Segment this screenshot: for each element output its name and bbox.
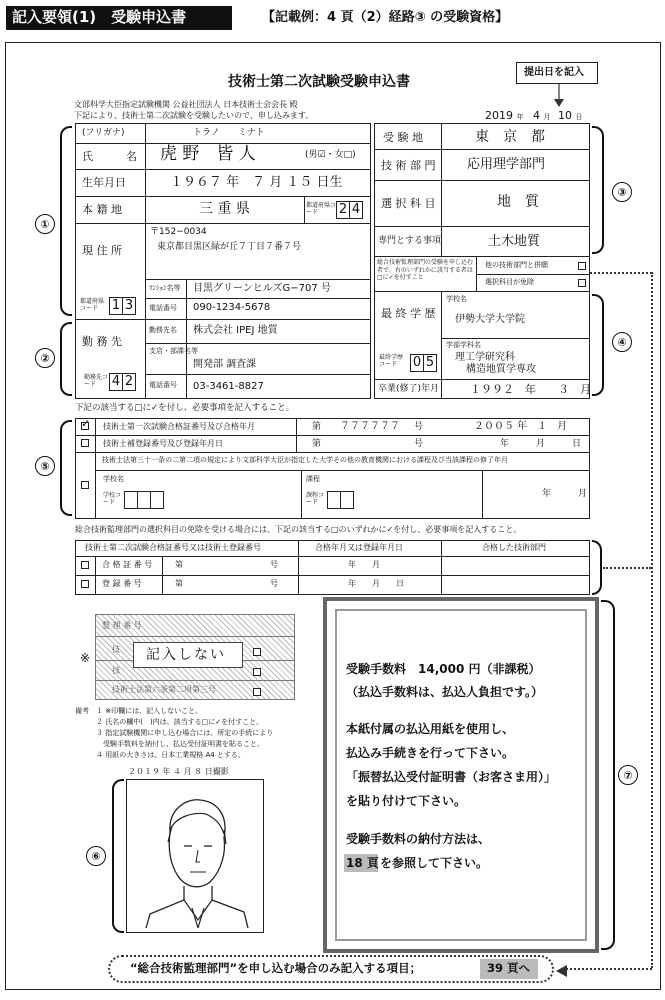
connector-vertical xyxy=(651,272,653,968)
personal-table xyxy=(75,123,371,399)
work-code xyxy=(110,373,136,391)
office-label-4: 技術士法第六条第二項第三号 xyxy=(112,685,216,694)
honseki-code-digit-2: 4 xyxy=(349,201,363,219)
work-code-digit-2: 2 xyxy=(122,373,136,391)
marker-4: ④ xyxy=(612,332,632,352)
qual-instruction: 下記の該当する□に✓を付し、必要事項を記入すること。 xyxy=(75,403,295,413)
submit-date-month-unit: 月 xyxy=(543,113,551,121)
qual-row1-check: ✓ xyxy=(81,417,91,430)
connector-arrow xyxy=(556,962,568,974)
school-label: 学校名 xyxy=(446,295,467,303)
sogo-option-2: 選択科目が免除 xyxy=(485,278,534,286)
qual-row2-no-prefix: 第 xyxy=(312,439,322,449)
bracket-sogo xyxy=(592,540,602,595)
sogo-r1-no-prefix: 第 xyxy=(175,560,183,569)
office-label-3: 技 xyxy=(112,666,120,675)
furigana-label: (フリガナ) xyxy=(82,128,125,138)
qual-row3-checkbox[interactable] xyxy=(81,481,89,489)
mansion-value: 目黒グリーンヒルズG−707 号 xyxy=(193,283,331,294)
note-4: ４ 用紙の大きさは、日本工業規格 A4 とする。 xyxy=(96,751,245,759)
fee-line-6: を貼り付けて下さい。 xyxy=(346,794,467,808)
exam-subject-value: 地 質 xyxy=(497,194,539,210)
fee-line-4: 払込み手続きを行って下さい。 xyxy=(346,746,515,760)
honseki-code xyxy=(337,201,363,219)
bracket-6 xyxy=(112,779,124,933)
exam-site-label: 受 験 地 xyxy=(383,131,423,144)
qual-row1-no-prefix: 第 xyxy=(312,422,322,432)
submit-date-day: 10 xyxy=(558,109,572,122)
note-3: ３ 指定試験機関に申し込む場合には、所定の手続により xyxy=(96,729,274,737)
work-name-label: 勤務先名 xyxy=(149,326,177,334)
photo-date: ２０１９ 年 ４ 月 ８ 日撮影 xyxy=(128,767,229,776)
honseki-code-digit-1: 2 xyxy=(336,201,350,219)
postal-code: 〒152−0034 xyxy=(150,227,207,237)
marker-2: ② xyxy=(35,348,55,368)
fee-line-2: （払込手数料は、払込人負担です。） xyxy=(346,685,544,699)
qual-course-code-box-1 xyxy=(327,491,341,509)
marker-3: ③ xyxy=(612,182,632,202)
qual-course-code-label: 課程コード xyxy=(306,492,325,507)
qual-school-code-box-2 xyxy=(137,491,151,509)
honseki-code-label: 都道府県コード xyxy=(306,202,337,217)
qual-row1-no: ７７７７７７ xyxy=(340,421,400,432)
qual-row1-date: ２００５ 年 １ 月 xyxy=(474,421,568,432)
address-code-label: 都道府県コード xyxy=(80,298,105,313)
gender-selection: (男☑・女□) xyxy=(305,150,356,160)
sogo-col1: 技術士第二次試験合格証番号又は技術士登録番号 xyxy=(85,543,261,552)
qual-course-code xyxy=(328,491,354,509)
exam-site-value: 東 京 都 xyxy=(475,129,545,145)
sogo-r2-date: 年 月 日 xyxy=(348,579,404,588)
sogo-r1-no-suffix: 号 xyxy=(270,560,278,569)
qual-school-code-label: 学校コード xyxy=(103,492,122,507)
qual-course-label: 課程 xyxy=(306,475,320,483)
office-checkbox-1 xyxy=(253,648,261,656)
qual-school-code-box-3 xyxy=(150,491,164,509)
office-label-2: 技 xyxy=(112,645,120,654)
bracket-2 xyxy=(60,322,72,396)
sogo-r1-checkbox[interactable] xyxy=(81,561,89,569)
qual-row1-label: 技術士第一次試験合格証番号及び合格年月 xyxy=(103,422,255,431)
note-1: １ ※印欄には、記入しないこと。 xyxy=(96,707,203,715)
fee-line-8-rest: を参照して下さい。 xyxy=(380,856,489,870)
qual-school-code-box-1 xyxy=(124,491,138,509)
header-subtitle: 【記載例：4 頁（2）経路③ の受験資格】 xyxy=(262,10,509,25)
callout-submit-date-text: 提出日を記入 xyxy=(524,67,584,78)
exam-dept-value: 応用理学部門 xyxy=(467,157,546,172)
footer-page-link[interactable]: 39 頁へ xyxy=(487,961,531,975)
specialty-label: 専門とする事項 xyxy=(378,236,442,246)
portrait-icon xyxy=(140,790,252,928)
qual-row2-no-suffix: 号 xyxy=(414,439,424,449)
submit-date-year: 2019 xyxy=(485,109,513,122)
address-label: 現 住 所 xyxy=(82,244,122,257)
birth-value: １９６７ 年 ７ 月 １５ 日生 xyxy=(170,175,343,190)
work-phone-value: 03-3461-8827 xyxy=(193,381,264,392)
sogo-r2-label: 登 録 番 号 xyxy=(102,579,142,588)
office-checkbox-2 xyxy=(253,668,261,676)
form-intro-2: 下記により、技術士第二次試験を受験したいので、申し込みます。 xyxy=(74,111,314,120)
connector-sogo-table xyxy=(603,567,651,569)
office-checkbox-3 xyxy=(253,688,261,696)
form-title: 技術士第二次試験受験申込書 xyxy=(228,74,410,90)
note-2: ２ 氏名の欄中( )内は、該当する□に✓を付すこと。 xyxy=(96,718,264,726)
address-code-digit-1: 1 xyxy=(109,297,123,315)
sogo-option-1-checkbox[interactable] xyxy=(578,262,586,270)
sogo-r2-no-suffix: 号 xyxy=(270,579,278,588)
sogo-r1-label: 合 格 証 番 号 xyxy=(102,560,153,569)
name-value: 虎 野 皆 人 xyxy=(160,144,256,164)
qual-row2-checkbox[interactable] xyxy=(81,439,89,447)
faculty-value-1: 理工学研究科 xyxy=(455,352,515,363)
edu-code xyxy=(411,354,437,372)
edu-label: 最 終 学 歴 xyxy=(381,307,436,320)
sogo-r2-checkbox[interactable] xyxy=(81,580,89,588)
sogo-r2-no-prefix: 第 xyxy=(175,579,183,588)
sogo-note: 総合技術監理部門の受験を申し込む者で、右のいずれかに該当する者は□に✓を付すこと xyxy=(377,259,474,281)
fee-line-7: 受験手数料の納付方法は、 xyxy=(346,832,491,846)
qual-school-label: 学校名 xyxy=(103,475,124,483)
submit-date-year-unit: 年 xyxy=(516,113,524,121)
sogo-col2: 合格年月又は登録年月日 xyxy=(315,543,403,552)
honseki-label: 本 籍 地 xyxy=(82,203,122,216)
sogo-col3: 合格した技術部門 xyxy=(482,543,546,552)
work-code-digit-1: 4 xyxy=(109,373,123,391)
dept-label: 支店・部課名等 xyxy=(149,347,198,355)
bracket-4 xyxy=(592,294,604,396)
exam-dept-label: 技 術 部 門 xyxy=(381,159,436,172)
edu-code-digit-1: 0 xyxy=(410,354,424,372)
grad-label: 卒業(修了)年月 xyxy=(378,384,440,394)
exam-subject-label: 選 択 科 目 xyxy=(381,197,436,210)
sogo-instruction: 総合技術監理部門の選択科目の免除を受ける場合には、下記の該当する□のいずれかに✓を付し、必要事項を記入すること。 xyxy=(75,525,522,534)
specialty-value: 土木地質 xyxy=(488,234,541,249)
marker-7: ⑦ xyxy=(618,765,638,785)
faculty-value-2: 構造地質学専攻 xyxy=(466,364,536,375)
title-tag-text: 記入要領(1) 受験申込書 xyxy=(12,8,187,26)
work-phone-label: 電話番号 xyxy=(149,381,177,389)
fee-line-8-page: 18 頁 xyxy=(346,856,379,870)
marker-6: ⑥ xyxy=(86,846,106,866)
address-code xyxy=(110,297,136,315)
bracket-3 xyxy=(592,126,604,254)
bracket-5 xyxy=(60,420,72,516)
grad-value: １９９２ 年 ３ 月 xyxy=(470,383,591,396)
qual-row1-no-suffix: 号 xyxy=(414,422,424,432)
bracket-7 xyxy=(601,600,615,950)
edu-code-label: 最終学歴コード xyxy=(379,354,404,369)
marker-5: ⑤ xyxy=(35,456,55,476)
school-value: 伊勢大学大学院 xyxy=(455,314,525,325)
qual-row3-label: 技術士法第三十一条の二第二項の規定により文部科学大臣が指定した大学その他の教育機関における課程及び当該課程の修了年月 xyxy=(102,456,508,464)
fee-line-5: 「振替払込受付証明書（お客さま用）」 xyxy=(346,770,557,784)
address-code-digit-2: 3 xyxy=(122,297,136,315)
note-3b: 受験手数料を納付し、払込受付証明書を貼ること。 xyxy=(96,740,264,748)
honseki-value: 三 重 県 xyxy=(199,201,250,217)
address-line: 東京都目黒区緑が丘７丁目７番７号 xyxy=(157,242,302,252)
submit-date-day-unit: 日 xyxy=(575,113,583,121)
callout-arrow xyxy=(552,84,566,108)
birth-label: 生年月日 xyxy=(82,176,126,189)
notes-heading: 備考 xyxy=(75,707,89,715)
edu-code-digit-2: 5 xyxy=(423,354,437,372)
faculty-label: 学部学科名 xyxy=(446,341,481,349)
do-not-fill-stamp-text: 記入しない xyxy=(146,647,226,663)
dept-value: 開発部 調査課 xyxy=(193,359,257,370)
qual-course-code-box-2 xyxy=(340,491,354,509)
submit-date-month: 4 xyxy=(533,109,540,122)
fee-line-1: 受験手数料 14,000 円（非課税） xyxy=(346,662,541,676)
furigana-value: トラノ ミナト xyxy=(193,128,265,138)
qual-row3-date: 年 月 xyxy=(542,489,588,499)
submit-date xyxy=(485,110,583,121)
sogo-option-2-checkbox[interactable] xyxy=(578,279,586,287)
qual-school-code xyxy=(125,491,164,509)
phone-value: 090-1234-5678 xyxy=(193,302,271,313)
connector-footer xyxy=(566,968,652,970)
qual-row2-label: 技術士補登録番号及び登録年月日 xyxy=(103,439,223,448)
sogo-option-1: 他の技術部門と併願 xyxy=(485,261,548,269)
connector-sogo-checkbox xyxy=(590,272,652,274)
work-name-value: 株式会社 IPEJ 地質 xyxy=(193,325,278,336)
office-mark: ※ xyxy=(80,651,91,665)
bracket-1 xyxy=(60,126,72,316)
work-label: 勤 務 先 xyxy=(82,335,122,348)
name-label: 氏 名 xyxy=(82,150,137,163)
footer-text: “総合技術監理部門”を申し込む場合のみ記入する項目； xyxy=(130,961,422,975)
form-intro-1: 文部科学大臣指定試験機関 公益社団法人 日本技術士会会長 殿 xyxy=(74,100,298,109)
office-label-1: 整 理 番 号 xyxy=(102,621,142,630)
sogo-r1-date: 年 月 xyxy=(348,560,380,569)
work-code-label: 勤務先コード xyxy=(84,374,109,389)
phone-label: 電話番号 xyxy=(149,304,177,312)
mansion-label: ﾏﾝｼｮﾝ名等 xyxy=(149,284,181,292)
marker-1: ① xyxy=(35,214,55,234)
qual-row2-date: 年 月 日 xyxy=(500,439,582,449)
fee-line-3: 本紙付属の払込用紙を使用し、 xyxy=(346,722,515,736)
